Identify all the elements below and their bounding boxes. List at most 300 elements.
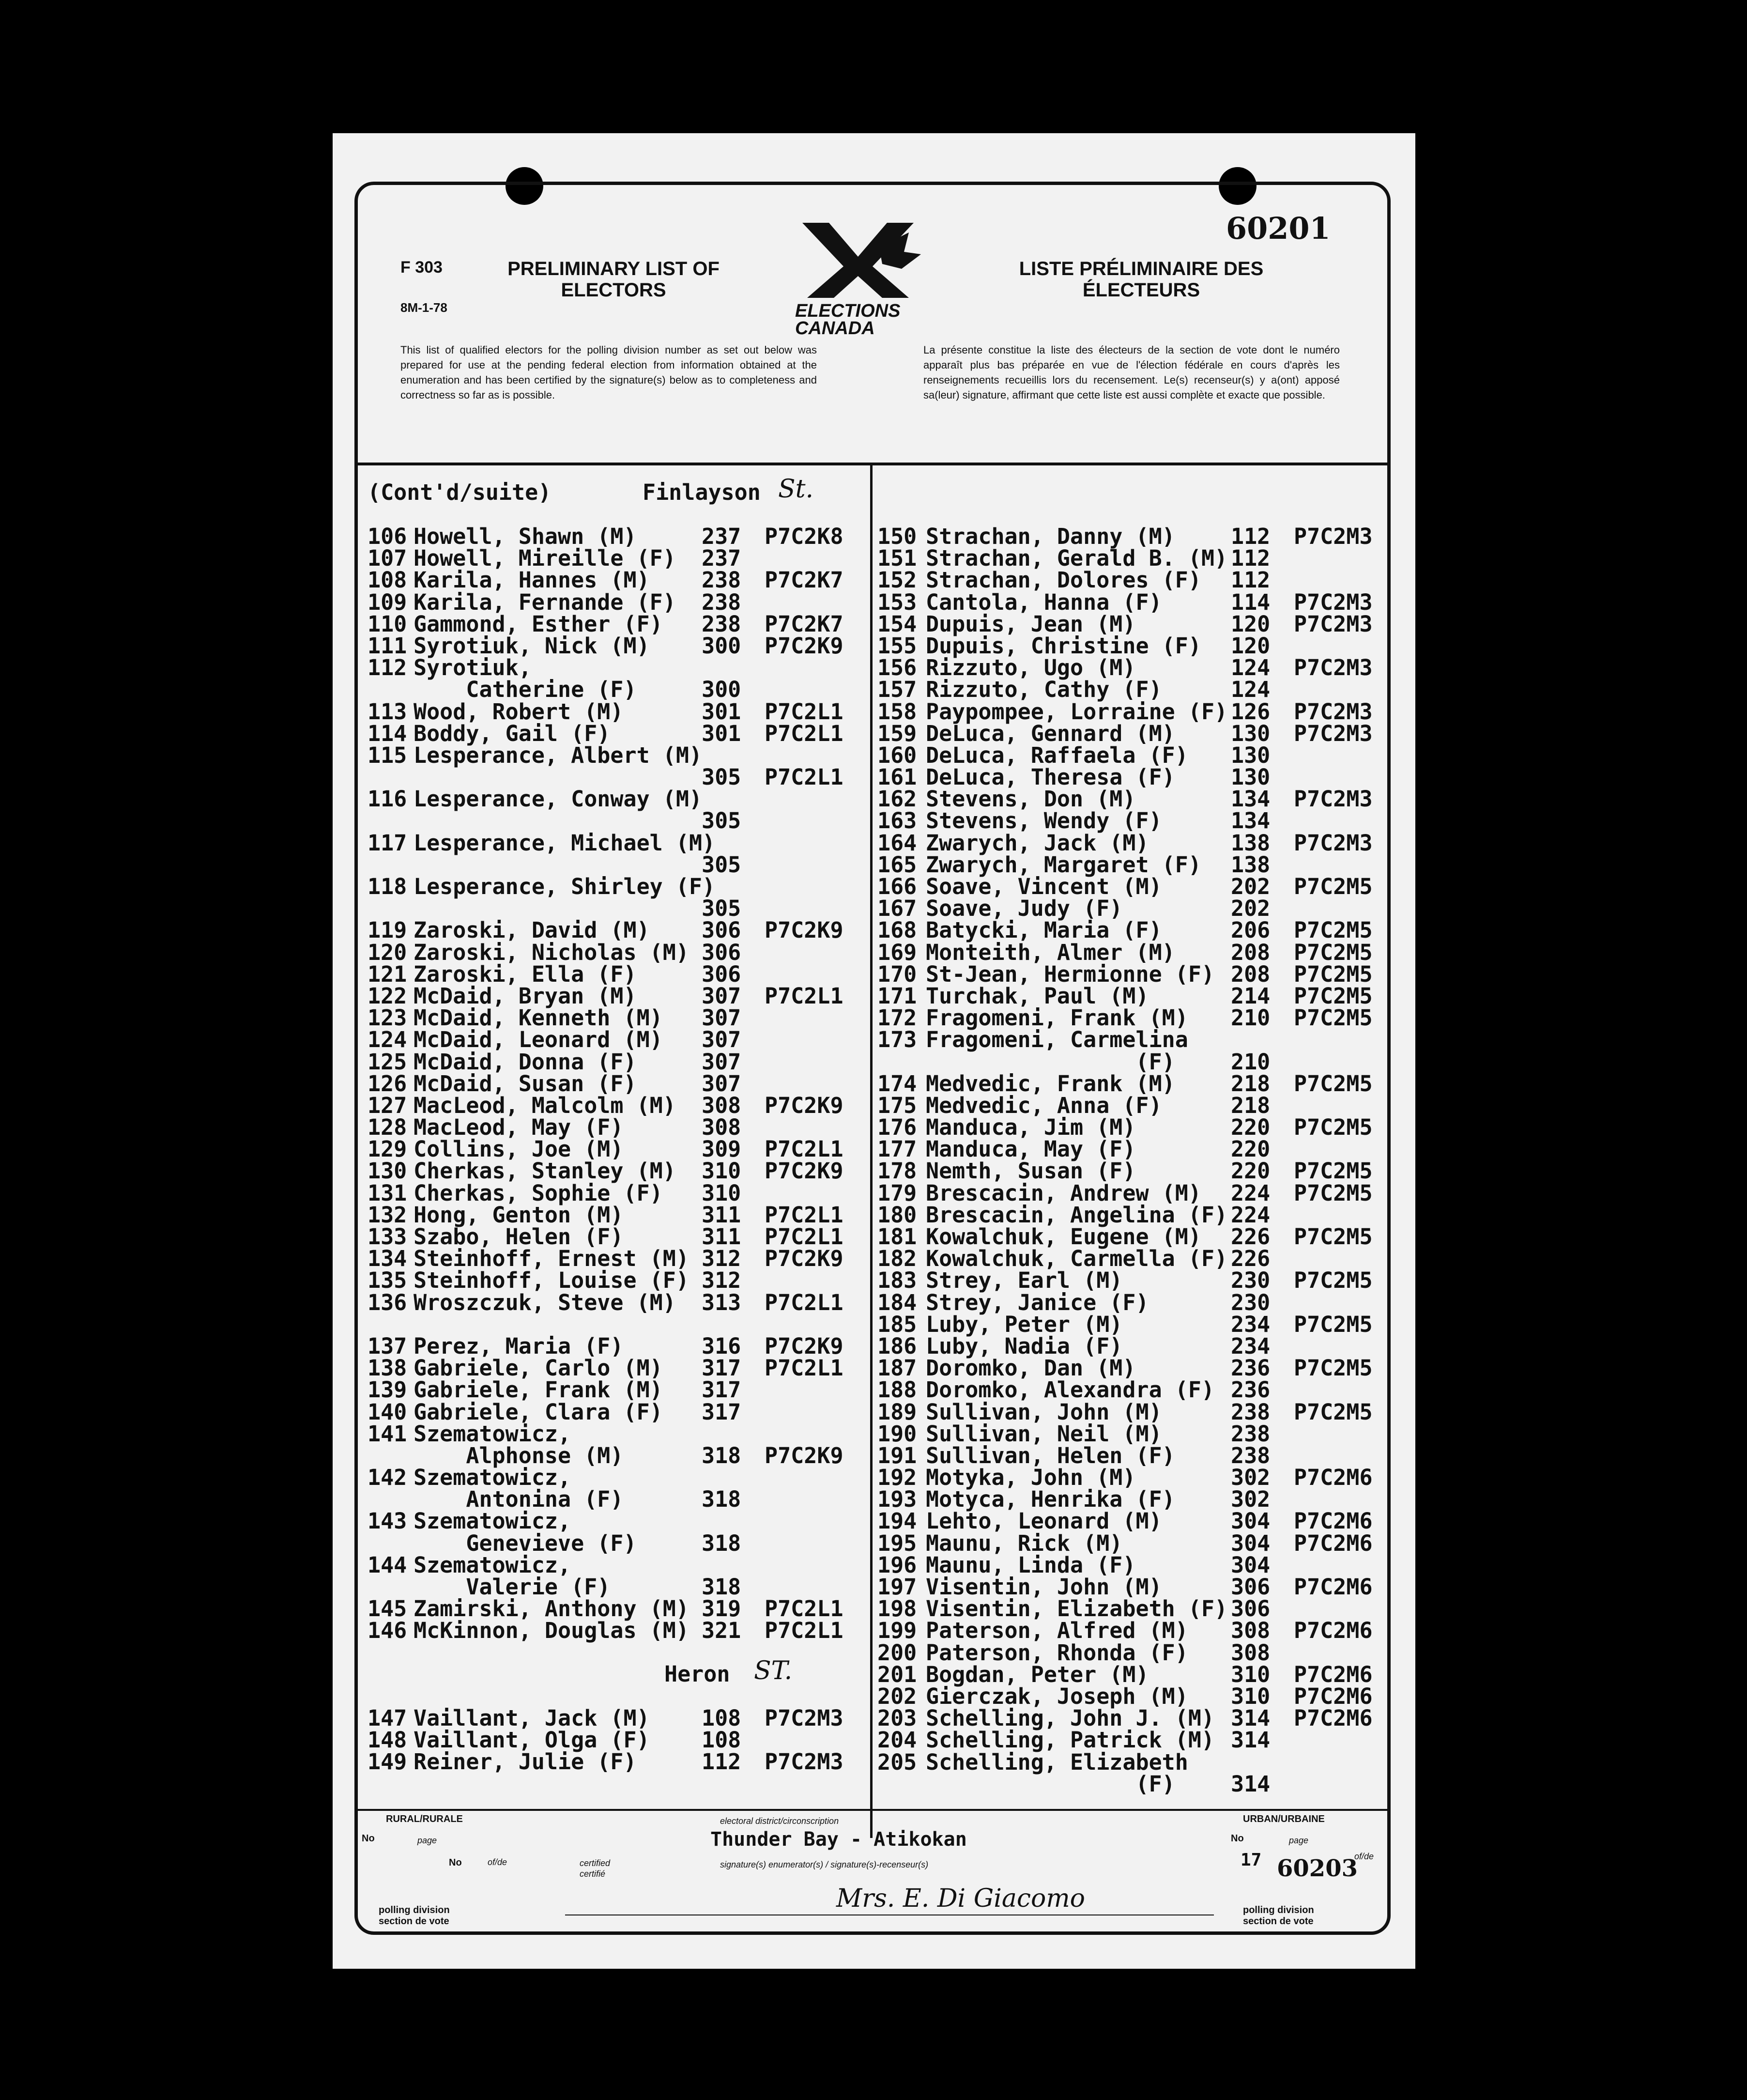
elector-row: [877, 1226, 1400, 1248]
elector-number: 187: [877, 1355, 917, 1381]
elector-number: 204: [877, 1727, 917, 1753]
left-electors-list-heron: [368, 1707, 866, 1773]
elector-number: 171: [877, 983, 917, 1009]
elector-address: 304: [1231, 1508, 1271, 1534]
elector-name: Genevieve (F): [414, 1530, 637, 1556]
elector-address: 309: [702, 1136, 741, 1162]
elector-row: [877, 788, 1400, 810]
elector-number: 197: [877, 1574, 917, 1600]
elector-row: [877, 1751, 1400, 1773]
elector-name: DeLuca, Gennard (M): [926, 720, 1175, 746]
elector-row: [877, 896, 1400, 922]
elector-number: 180: [877, 1202, 917, 1228]
elector-row: [877, 1661, 1400, 1687]
elector-number: 195: [877, 1530, 917, 1556]
elector-address: 210: [1231, 1049, 1271, 1075]
elector-number: 143: [368, 1508, 407, 1534]
elector-postal-code: P7C2M3: [1294, 830, 1373, 856]
elector-number: 161: [877, 764, 917, 790]
elector-postal-code: P7C2M5: [1294, 939, 1373, 965]
elector-row: [368, 1092, 866, 1118]
elector-address: 305: [702, 808, 741, 834]
certifie-label: certifié: [580, 1869, 606, 1879]
elector-row: [877, 591, 1400, 613]
elector-address: 308: [702, 1092, 741, 1118]
elector-number: 109: [368, 589, 407, 615]
elector-address: 114: [1231, 589, 1271, 615]
elector-postal-code: P7C2M6: [1294, 1661, 1373, 1687]
elector-name: Strey, Janice (F): [926, 1289, 1149, 1315]
elector-row: [877, 1618, 1400, 1644]
elector-row: [368, 698, 866, 725]
elector-postal-code: P7C2M3: [1294, 524, 1373, 549]
elector-name: Zwarych, Margaret (F): [926, 851, 1201, 878]
elector-address: 308: [1231, 1618, 1271, 1644]
elector-name: Hong, Genton (M): [414, 1202, 624, 1228]
elector-row: [877, 1160, 1400, 1182]
elector-row: [368, 1070, 866, 1096]
elector-address: 224: [1231, 1202, 1271, 1228]
elector-row: [877, 1465, 1400, 1491]
elector-row: [877, 635, 1400, 657]
elector-address: 305: [702, 851, 741, 878]
elector-number: 144: [368, 1552, 407, 1578]
elector-number: 145: [368, 1596, 407, 1622]
elector-number: 202: [877, 1683, 917, 1709]
elector-postal-code: P7C2K9: [765, 1092, 843, 1118]
elector-postal-code: P7C2M6: [1294, 1465, 1373, 1491]
polling-division-label-right: polling division section de vote: [1243, 1905, 1314, 1927]
elector-number: 186: [877, 1333, 917, 1359]
elector-number: 151: [877, 545, 917, 571]
elector-row: [877, 1007, 1400, 1029]
elector-number: 119: [368, 917, 407, 943]
elector-postal-code: P7C2M6: [1294, 1705, 1373, 1731]
elector-name: Kowalchuk, Eugene (M): [926, 1224, 1201, 1250]
elector-row: [368, 569, 866, 591]
title-french: LISTE PRÉLIMINAIRE DES ÉLECTEURS: [1019, 258, 1264, 301]
elector-row: [877, 1289, 1400, 1315]
intro-text-french: La présente constitue la liste des électeurs de la section de vote dont le numéro apparaît plus bas préparée en vue de l'élection fédérale en cours d'après les renseignements recueillis lors du recensement. Le(s) recenseur(s) y a(ont) apposé sa(leur) signature, affirmant que cette liste est aussi complète et exacte que possible.: [923, 344, 1340, 401]
elector-row: [368, 939, 866, 965]
elector-number: 138: [368, 1355, 407, 1381]
elector-name: Kowalchuk, Carmella (F): [926, 1246, 1228, 1272]
elector-row: [368, 613, 866, 635]
title-english: PRELIMINARY LIST OF ELECTORS: [507, 258, 720, 301]
elector-name: Szematowicz,: [414, 1508, 571, 1534]
elector-postal-code: P7C2L1: [765, 1202, 843, 1228]
elector-address: 318: [702, 1486, 741, 1513]
elector-row: [368, 1226, 866, 1248]
no-label-right: No: [1231, 1833, 1244, 1844]
elector-address: 310: [1231, 1661, 1271, 1687]
rural-label: RURAL/RURALE: [386, 1814, 463, 1824]
elector-address: 318: [702, 1530, 741, 1556]
elector-row: [877, 744, 1400, 766]
elector-row: [877, 677, 1400, 703]
elector-number: 163: [877, 808, 917, 834]
elector-row: [368, 1204, 866, 1226]
elector-name: Medvedic, Frank (M): [926, 1070, 1175, 1096]
elector-row: [368, 657, 866, 679]
elector-number: 167: [877, 896, 917, 922]
elector-row: [368, 1313, 866, 1335]
elector-address: 313: [702, 1289, 741, 1315]
elector-address: 308: [702, 1114, 741, 1141]
elector-number: 131: [368, 1180, 407, 1206]
elector-name: Wood, Robert (M): [414, 698, 624, 725]
elector-address: 312: [702, 1267, 741, 1294]
elector-number: 117: [368, 830, 407, 856]
elector-name: Zamirski, Anthony (M): [414, 1596, 689, 1622]
elector-postal-code: P7C2M5: [1294, 1005, 1373, 1031]
elector-number: 185: [877, 1311, 917, 1337]
elector-row: [368, 1532, 866, 1554]
elector-row: [368, 919, 866, 941]
elector-name: Cantola, Hanna (F): [926, 589, 1162, 615]
elector-number: 146: [368, 1618, 407, 1644]
elector-postal-code: P7C2L1: [765, 764, 843, 790]
no-label-left: No: [362, 1833, 375, 1844]
elector-row: [368, 1379, 866, 1401]
elector-postal-code: P7C2L1: [765, 720, 843, 746]
elector-row: [877, 1313, 1400, 1335]
elector-number: 174: [877, 1070, 917, 1096]
elector-postal-code: P7C2M5: [1294, 1158, 1373, 1184]
elector-number: 176: [877, 1114, 917, 1141]
elector-row: [877, 1267, 1400, 1294]
elector-name: Rizzuto, Ugo (M): [926, 655, 1136, 681]
elector-name: Paterson, Rhonda (F): [926, 1639, 1188, 1666]
elector-name: Wroszczuk, Steve (M): [414, 1289, 676, 1315]
elector-row: [368, 1751, 866, 1773]
elector-number: 140: [368, 1399, 407, 1425]
elector-address: 321: [702, 1618, 741, 1644]
elector-row: [368, 1289, 866, 1315]
elector-row: [368, 1160, 866, 1182]
elector-postal-code: P7C2K9: [765, 1158, 843, 1184]
elector-address: 302: [1231, 1465, 1271, 1491]
elector-row: [877, 810, 1400, 832]
elector-name: Szematowicz,: [414, 1421, 571, 1447]
elector-row: [877, 1182, 1400, 1204]
elector-name: Karila, Hannes (M): [414, 567, 650, 593]
elector-address: 134: [1231, 786, 1271, 812]
elector-number: 193: [877, 1486, 917, 1513]
elector-row: [368, 525, 866, 547]
street-finlayson: Finlayson: [643, 479, 761, 505]
elector-name: Szematowicz,: [414, 1552, 571, 1578]
elector-address: 318: [702, 1574, 741, 1600]
of-label-left: of/de: [488, 1857, 507, 1867]
elector-row: [877, 1092, 1400, 1118]
elector-address: 308: [1231, 1639, 1271, 1666]
elector-name: Dupuis, Jean (M): [926, 611, 1136, 637]
elector-row: [368, 635, 866, 657]
elector-row: [368, 1554, 866, 1576]
elector-row: [368, 1182, 866, 1204]
elector-row: [877, 766, 1400, 788]
elector-name: Gierczak, Joseph (M): [926, 1683, 1188, 1709]
elector-row: [368, 1510, 866, 1532]
elector-name: Schelling, John J. (M): [926, 1705, 1215, 1731]
elector-row: [877, 1114, 1400, 1141]
elector-row: [368, 1051, 866, 1073]
elector-postal-code: P7C2M3: [1294, 698, 1373, 725]
elector-number: 120: [368, 939, 407, 965]
elector-number: 159: [877, 720, 917, 746]
elector-postal-code: P7C2L1: [765, 1596, 843, 1622]
elector-address: 319: [702, 1596, 741, 1622]
elector-name: Monteith, Almer (M): [926, 939, 1175, 965]
elector-row: [368, 720, 866, 746]
elector-postal-code: P7C2M5: [1294, 961, 1373, 987]
electoral-district: Thunder Bay - Atikokan: [710, 1828, 967, 1851]
elector-number: 182: [877, 1246, 917, 1272]
elector-postal-code: P7C2M6: [1294, 1574, 1373, 1600]
elector-postal-code: P7C2M5: [1294, 1399, 1373, 1425]
elector-row: [368, 876, 866, 897]
elector-name: Collins, Joe (M): [414, 1136, 624, 1162]
elector-row: [368, 1267, 866, 1294]
elector-postal-code: P7C2K7: [765, 567, 843, 593]
elector-number: 148: [368, 1727, 407, 1753]
elector-row: [368, 591, 866, 613]
elector-postal-code: P7C2M6: [1294, 1530, 1373, 1556]
elector-row: [877, 985, 1400, 1007]
elector-row: [368, 744, 866, 766]
elector-name: Doromko, Alexandra (F): [926, 1377, 1215, 1403]
elector-number: 200: [877, 1639, 917, 1666]
elector-number: 108: [368, 567, 407, 593]
elector-number: 136: [368, 1289, 407, 1315]
elector-row: [368, 1027, 866, 1053]
elector-row: [368, 1729, 866, 1751]
elector-number: 135: [368, 1267, 407, 1294]
of-label-right: of/de: [1354, 1852, 1374, 1861]
elector-row: [368, 1486, 866, 1513]
elector-name: Reiner, Julie (F): [414, 1749, 637, 1775]
elector-number: 157: [877, 677, 917, 703]
elector-name: Valerie (F): [414, 1574, 611, 1600]
elector-number: 158: [877, 698, 917, 725]
elector-name: Boddy, Gail (F): [414, 720, 611, 746]
serial-number: 60201: [1226, 211, 1331, 246]
elector-row: [877, 525, 1400, 547]
elector-number: 191: [877, 1442, 917, 1468]
elector-address: 226: [1231, 1246, 1271, 1272]
elector-address: 306: [1231, 1574, 1271, 1600]
elector-number: 160: [877, 742, 917, 768]
elector-address: 126: [1231, 698, 1271, 725]
elector-name: McDaid, Donna (F): [414, 1049, 637, 1075]
elector-row: [877, 1027, 1400, 1053]
elector-row: [877, 1598, 1400, 1620]
elector-number: 130: [368, 1158, 407, 1184]
elector-address: 306: [702, 961, 741, 987]
elector-number: 169: [877, 939, 917, 965]
elector-number: 149: [368, 1749, 407, 1775]
elector-row: [368, 1598, 866, 1620]
elector-row: [877, 613, 1400, 635]
elector-address: 304: [1231, 1552, 1271, 1578]
elector-name: Fragomeni, Carmelina: [926, 1027, 1188, 1053]
form-date: 8M-1-78: [400, 300, 447, 315]
elector-postal-code: P7C2L1: [765, 1136, 843, 1162]
form-code: F 303: [400, 258, 443, 277]
elector-name: Gabriele, Frank (M): [414, 1377, 663, 1403]
footer-divider: [358, 1809, 1387, 1811]
elector-number: 155: [877, 633, 917, 659]
elector-postal-code: P7C2M3: [1294, 611, 1373, 637]
elector-postal-code: P7C2K9: [765, 633, 843, 659]
elector-row: [368, 1007, 866, 1029]
elector-row: [368, 832, 866, 854]
elector-row: [877, 832, 1400, 854]
elector-address: 301: [702, 720, 741, 746]
elector-address: 237: [702, 545, 741, 571]
elector-name: Brescacin, Andrew (M): [926, 1180, 1201, 1206]
street-heron: Heron: [664, 1661, 730, 1687]
elector-number: 107: [368, 545, 407, 571]
elector-number: 115: [368, 742, 407, 768]
elector-name: Schelling, Patrick (M): [926, 1727, 1215, 1753]
elector-address: 307: [702, 1070, 741, 1096]
elector-postal-code: P7C2M5: [1294, 1070, 1373, 1096]
elector-name: McDaid, Kenneth (M): [414, 1005, 663, 1031]
elector-row: [368, 1357, 866, 1379]
elector-row: [877, 1138, 1400, 1160]
elector-postal-code: P7C2M5: [1294, 1114, 1373, 1141]
elector-number: 189: [877, 1399, 917, 1425]
elector-number: 181: [877, 1224, 917, 1250]
elector-name: Szabo, Helen (F): [414, 1224, 624, 1250]
elector-number: 184: [877, 1289, 917, 1315]
elector-number: 199: [877, 1618, 917, 1644]
elector-address: 238: [702, 567, 741, 593]
page-label-left: page: [417, 1836, 437, 1845]
elector-name: Strey, Earl (M): [926, 1267, 1123, 1294]
elector-address: 120: [1231, 611, 1271, 637]
elector-name: Howell, Mireille (F): [414, 545, 676, 571]
elector-name: Sullivan, Helen (F): [926, 1442, 1175, 1468]
elector-number: 153: [877, 589, 917, 615]
elector-name: Luby, Nadia (F): [926, 1333, 1123, 1359]
elector-postal-code: P7C2M5: [1294, 983, 1373, 1009]
elector-name: DeLuca, Theresa (F): [926, 764, 1175, 790]
elector-address: 112: [1231, 545, 1271, 571]
elector-row: [368, 1114, 866, 1141]
elector-row: [877, 1532, 1400, 1554]
left-electors-list: [368, 525, 866, 1642]
elector-postal-code: P7C2K9: [765, 917, 843, 943]
elector-number: 111: [368, 633, 407, 659]
enumerator-signature: Mrs. E. Di Giacomo: [836, 1884, 1085, 1913]
elector-name: Steinhoff, Ernest (M): [414, 1246, 689, 1272]
elector-name: Sullivan, John (M): [926, 1399, 1162, 1425]
elector-address: 130: [1231, 742, 1271, 768]
elector-row: [877, 1401, 1400, 1423]
elector-name: Steinhoff, Louise (F): [414, 1267, 689, 1294]
elector-postal-code: P7C2M5: [1294, 1224, 1373, 1250]
elector-row: [368, 1465, 866, 1491]
street-finlayson-handwritten: St.: [778, 475, 814, 504]
elector-address: 138: [1231, 851, 1271, 878]
elector-number: 179: [877, 1180, 917, 1206]
elector-row: [877, 1576, 1400, 1598]
elector-number: 142: [368, 1465, 407, 1491]
elector-address: 206: [1231, 917, 1271, 943]
electors-list-sheet: [333, 133, 1415, 1969]
elector-address: 112: [1231, 524, 1271, 549]
elector-number: 196: [877, 1552, 917, 1578]
elector-row: [877, 1051, 1400, 1073]
elector-name: (F): [926, 1049, 1175, 1075]
elector-row: [877, 720, 1400, 746]
elector-number: 192: [877, 1465, 917, 1491]
elector-address: 317: [702, 1399, 741, 1425]
elector-row: [877, 547, 1400, 569]
elector-name: Stevens, Wendy (F): [926, 808, 1162, 834]
elector-address: 307: [702, 983, 741, 1009]
elector-number: 118: [368, 874, 407, 899]
elector-number: 110: [368, 611, 407, 637]
elector-address: 316: [702, 1333, 741, 1359]
elector-number: 205: [877, 1749, 917, 1775]
elector-row: [368, 547, 866, 569]
district-label: electoral district/circonscription: [720, 1816, 839, 1826]
elector-number: 178: [877, 1158, 917, 1184]
elector-postal-code: P7C2L1: [765, 1224, 843, 1250]
elector-address: 311: [702, 1202, 741, 1228]
elector-postal-code: P7C2M5: [1294, 1180, 1373, 1206]
elector-address: 236: [1231, 1377, 1271, 1403]
elector-name: Soave, Judy (F): [926, 896, 1123, 922]
elector-number: 141: [368, 1421, 407, 1447]
elector-address: 220: [1231, 1136, 1271, 1162]
urban-label: URBAN/URBAINE: [1243, 1814, 1325, 1824]
elector-row: [877, 1204, 1400, 1226]
elector-row: [877, 1442, 1400, 1468]
elector-number: 175: [877, 1092, 917, 1118]
page-number: 17: [1241, 1850, 1262, 1870]
division-code: 60203: [1277, 1855, 1358, 1882]
elector-address: 238: [1231, 1421, 1271, 1447]
elector-number: 122: [368, 983, 407, 1009]
elector-postal-code: P7C2M6: [1294, 1618, 1373, 1644]
elector-postal-code: P7C2L1: [765, 1355, 843, 1381]
elector-postal-code: P7C2L1: [765, 983, 843, 1009]
elector-number: 124: [368, 1027, 407, 1053]
elector-row: [877, 919, 1400, 941]
elector-name: Fragomeni, Frank (M): [926, 1005, 1188, 1031]
elector-row: [877, 1335, 1400, 1357]
elector-name: Perez, Maria (F): [414, 1333, 624, 1359]
elector-number: 154: [877, 611, 917, 637]
maple-x-icon: [785, 218, 931, 300]
elector-name: Dupuis, Christine (F): [926, 633, 1201, 659]
elector-postal-code: P7C2L1: [765, 698, 843, 725]
elector-address: 108: [702, 1727, 741, 1753]
elector-number: 172: [877, 1005, 917, 1031]
elector-name: Karila, Fernande (F): [414, 589, 676, 615]
elector-name: Strachan, Gerald B. (M): [926, 545, 1228, 571]
elector-name: Maunu, Linda (F): [926, 1552, 1136, 1578]
column-divider: [870, 463, 873, 1838]
elector-address: 312: [702, 1246, 741, 1272]
right-electors-list: [877, 525, 1400, 1795]
certified-label: certified: [580, 1858, 611, 1868]
